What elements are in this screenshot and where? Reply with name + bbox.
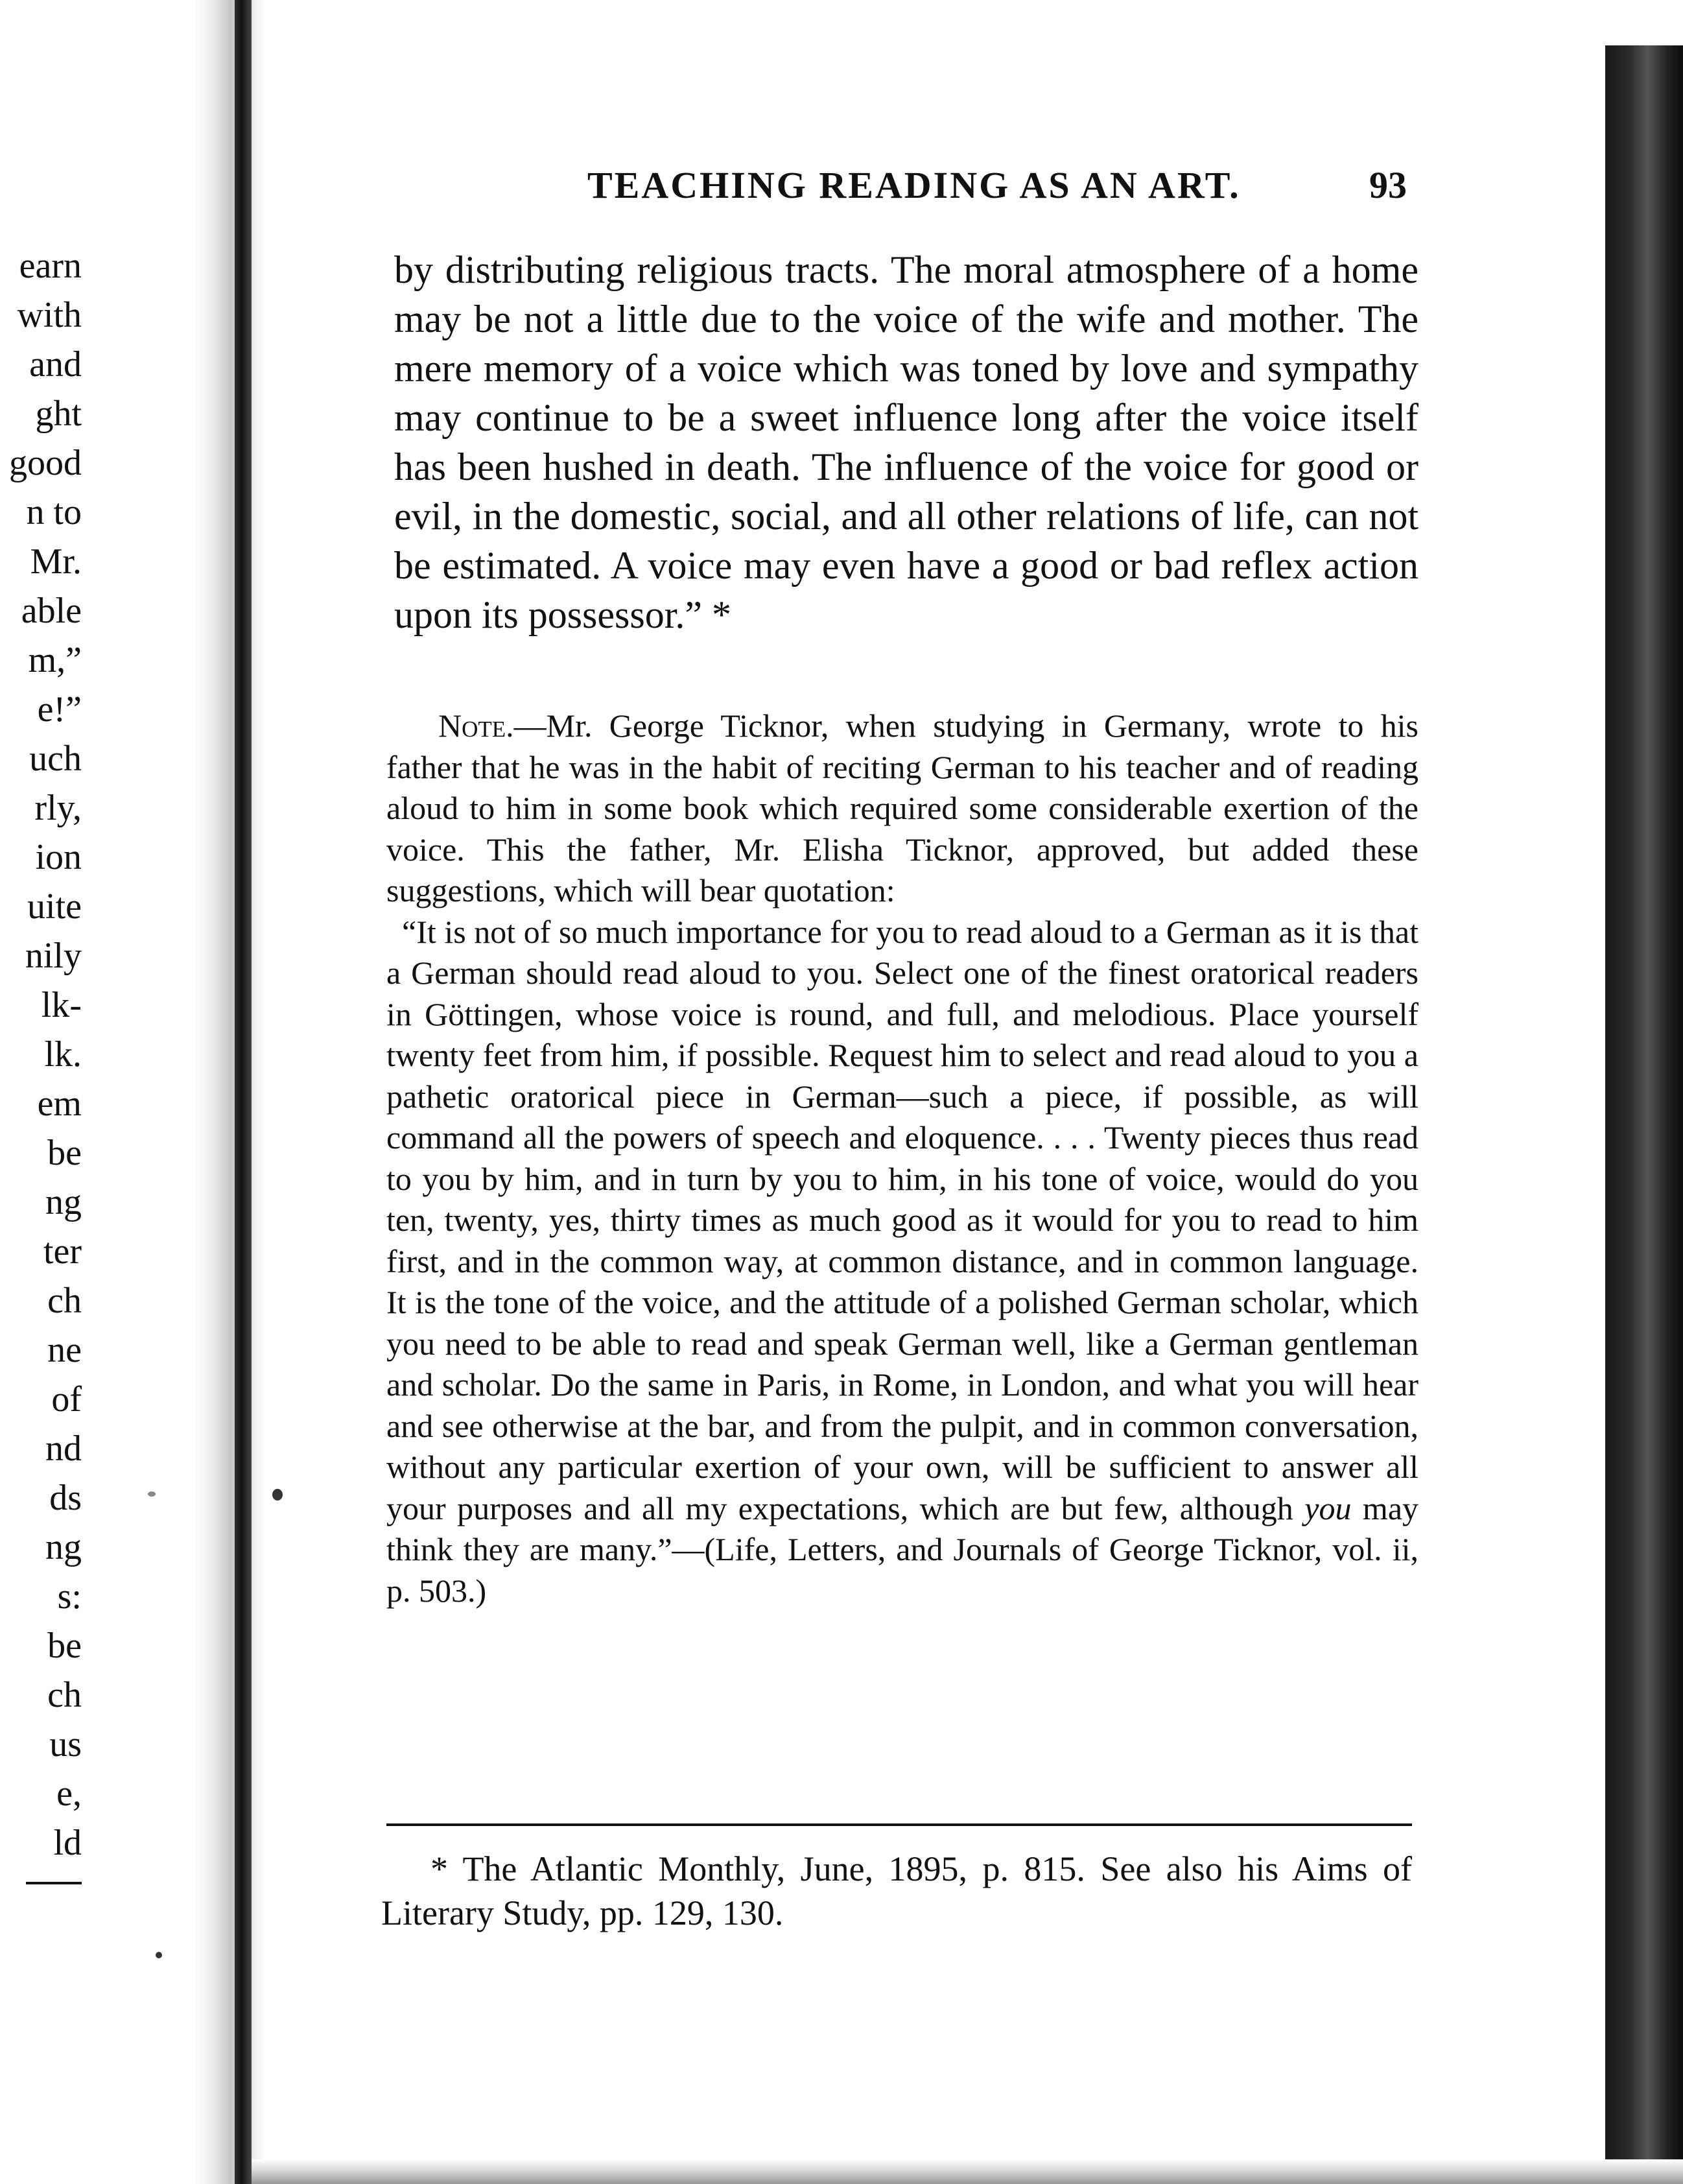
scan-speck xyxy=(148,1491,156,1497)
left-fragment: n to xyxy=(26,492,82,532)
left-fragment: ld xyxy=(53,1823,82,1863)
note-intro xyxy=(386,706,1418,912)
left-fragment: e, xyxy=(56,1774,82,1814)
left-fragment: m,” xyxy=(28,640,82,680)
book-gutter-shadow xyxy=(194,0,266,2184)
page-bottom-edge xyxy=(252,2159,1683,2184)
left-fragment: lk. xyxy=(44,1034,82,1074)
note-intro-text: —Mr. George Ticknor, when studying in Germany, wrote to his father that he was in the habit of reciting German to his teacher and of reading aloud to him in some book which required some considerable exertion of the voice. This the father, Mr. Elisha Ticknor, approved, but added these suggestions, which will bear quotation: xyxy=(386,707,1418,908)
left-fragment: e!” xyxy=(37,689,82,730)
left-fragment: lk- xyxy=(41,985,82,1025)
left-fragment: ch xyxy=(47,1675,82,1715)
left-fragment: Mr. xyxy=(30,541,82,582)
left-fragment: ne xyxy=(47,1330,82,1370)
quote-text-part2: may think they are many.”—(Life, Letters, and Journals of George Ticknor, vol. ii, p. 503.) xyxy=(386,1490,1419,1609)
left-fragment: uite xyxy=(27,886,82,927)
quote-emphasis: you xyxy=(1304,1490,1352,1526)
note-block xyxy=(386,706,1418,1611)
left-page-rule xyxy=(26,1882,82,1884)
note-label: Note. xyxy=(438,707,514,744)
left-fragment: em xyxy=(37,1084,82,1124)
left-fragment: ng xyxy=(45,1527,82,1567)
left-fragment: ght xyxy=(35,394,82,434)
footnote-rule xyxy=(386,1823,1412,1826)
left-fragment: ds xyxy=(49,1478,82,1518)
running-head: TEACHING READING AS AN ART. xyxy=(587,164,1241,206)
left-fragment: rly, xyxy=(34,788,82,828)
note-quotation xyxy=(386,912,1418,1612)
left-fragment: be xyxy=(47,1626,82,1666)
left-fragment: s: xyxy=(57,1576,82,1617)
book-spine xyxy=(235,0,252,2184)
left-fragment: ter xyxy=(43,1231,82,1272)
left-fragment: ng xyxy=(45,1182,82,1222)
left-fragment: us xyxy=(49,1724,82,1764)
body-paragraph: by distributing religious tracts. The moral atmosphere of a home may be not a little due to the voice of the wife and mother. The mere memory of a voice which was toned by love and sympathy may continue to be a sweet influence long after the voice itself has been hushed in death. The influence of the voice for good or evil, in the domestic, social, and all other relations of life, can not be estimated. A voice may even have a good or bad reflex action upon its possessor.” * xyxy=(394,248,1418,636)
left-fragment: good xyxy=(9,443,82,483)
left-fragment: earn xyxy=(19,246,82,286)
left-fragment: ion xyxy=(35,837,82,877)
left-page-fragment xyxy=(0,0,214,2184)
left-fragment: be xyxy=(47,1133,82,1173)
footnote: * The Atlantic Monthly, June, 1895, p. 815. See also his Aims of Literary Study, pp. 129, 130. xyxy=(381,1849,1412,1932)
scan-speck xyxy=(156,1952,162,1958)
scan-speck xyxy=(272,1489,283,1501)
left-fragment: and xyxy=(29,344,82,385)
left-fragment: with xyxy=(17,295,82,335)
quote-text-part1: “It is not of so much importance for you to read aloud to a German as it is that a German should read aloud to you. Select one of the finest oratorical readers in Göttingen, whose voice is round, and full, and melodious. Place yourself twenty feet from him, if possible. Request him to select and read aloud to you a pathetic oratorical piece in German—such a piece, if possible, as will command all the powers of speech and eloquence. . . . Twenty pieces thus read to you by him, and in turn by you to him, in his tone of voice, would do you ten, twenty, yes, thirty times as much good as it would for you to read to him first, and in the common way, at common distance, and in common language. It is the tone of the voice, and the attitude of a polished German scholar, which you need to be able to read and speak German well, like a German gentleman and scholar. Do the same in Paris, in Rome, in London, and what you will hear and see otherwise at the bar, and from the pulpit, and in common conversation, without any particular exertion of your own, will be sufficient to answer all your purposes and all my expectations, which are but few, although xyxy=(386,913,1418,1526)
page-number: 93 xyxy=(1369,164,1407,206)
page-stack-edge xyxy=(1605,45,1683,2184)
left-fragment: ch xyxy=(47,1281,82,1321)
left-fragment: of xyxy=(51,1379,82,1419)
left-fragment: able xyxy=(21,591,82,631)
left-fragment: uch xyxy=(29,739,82,779)
left-fragment: nily xyxy=(25,936,82,976)
left-fragment: nd xyxy=(45,1429,82,1469)
